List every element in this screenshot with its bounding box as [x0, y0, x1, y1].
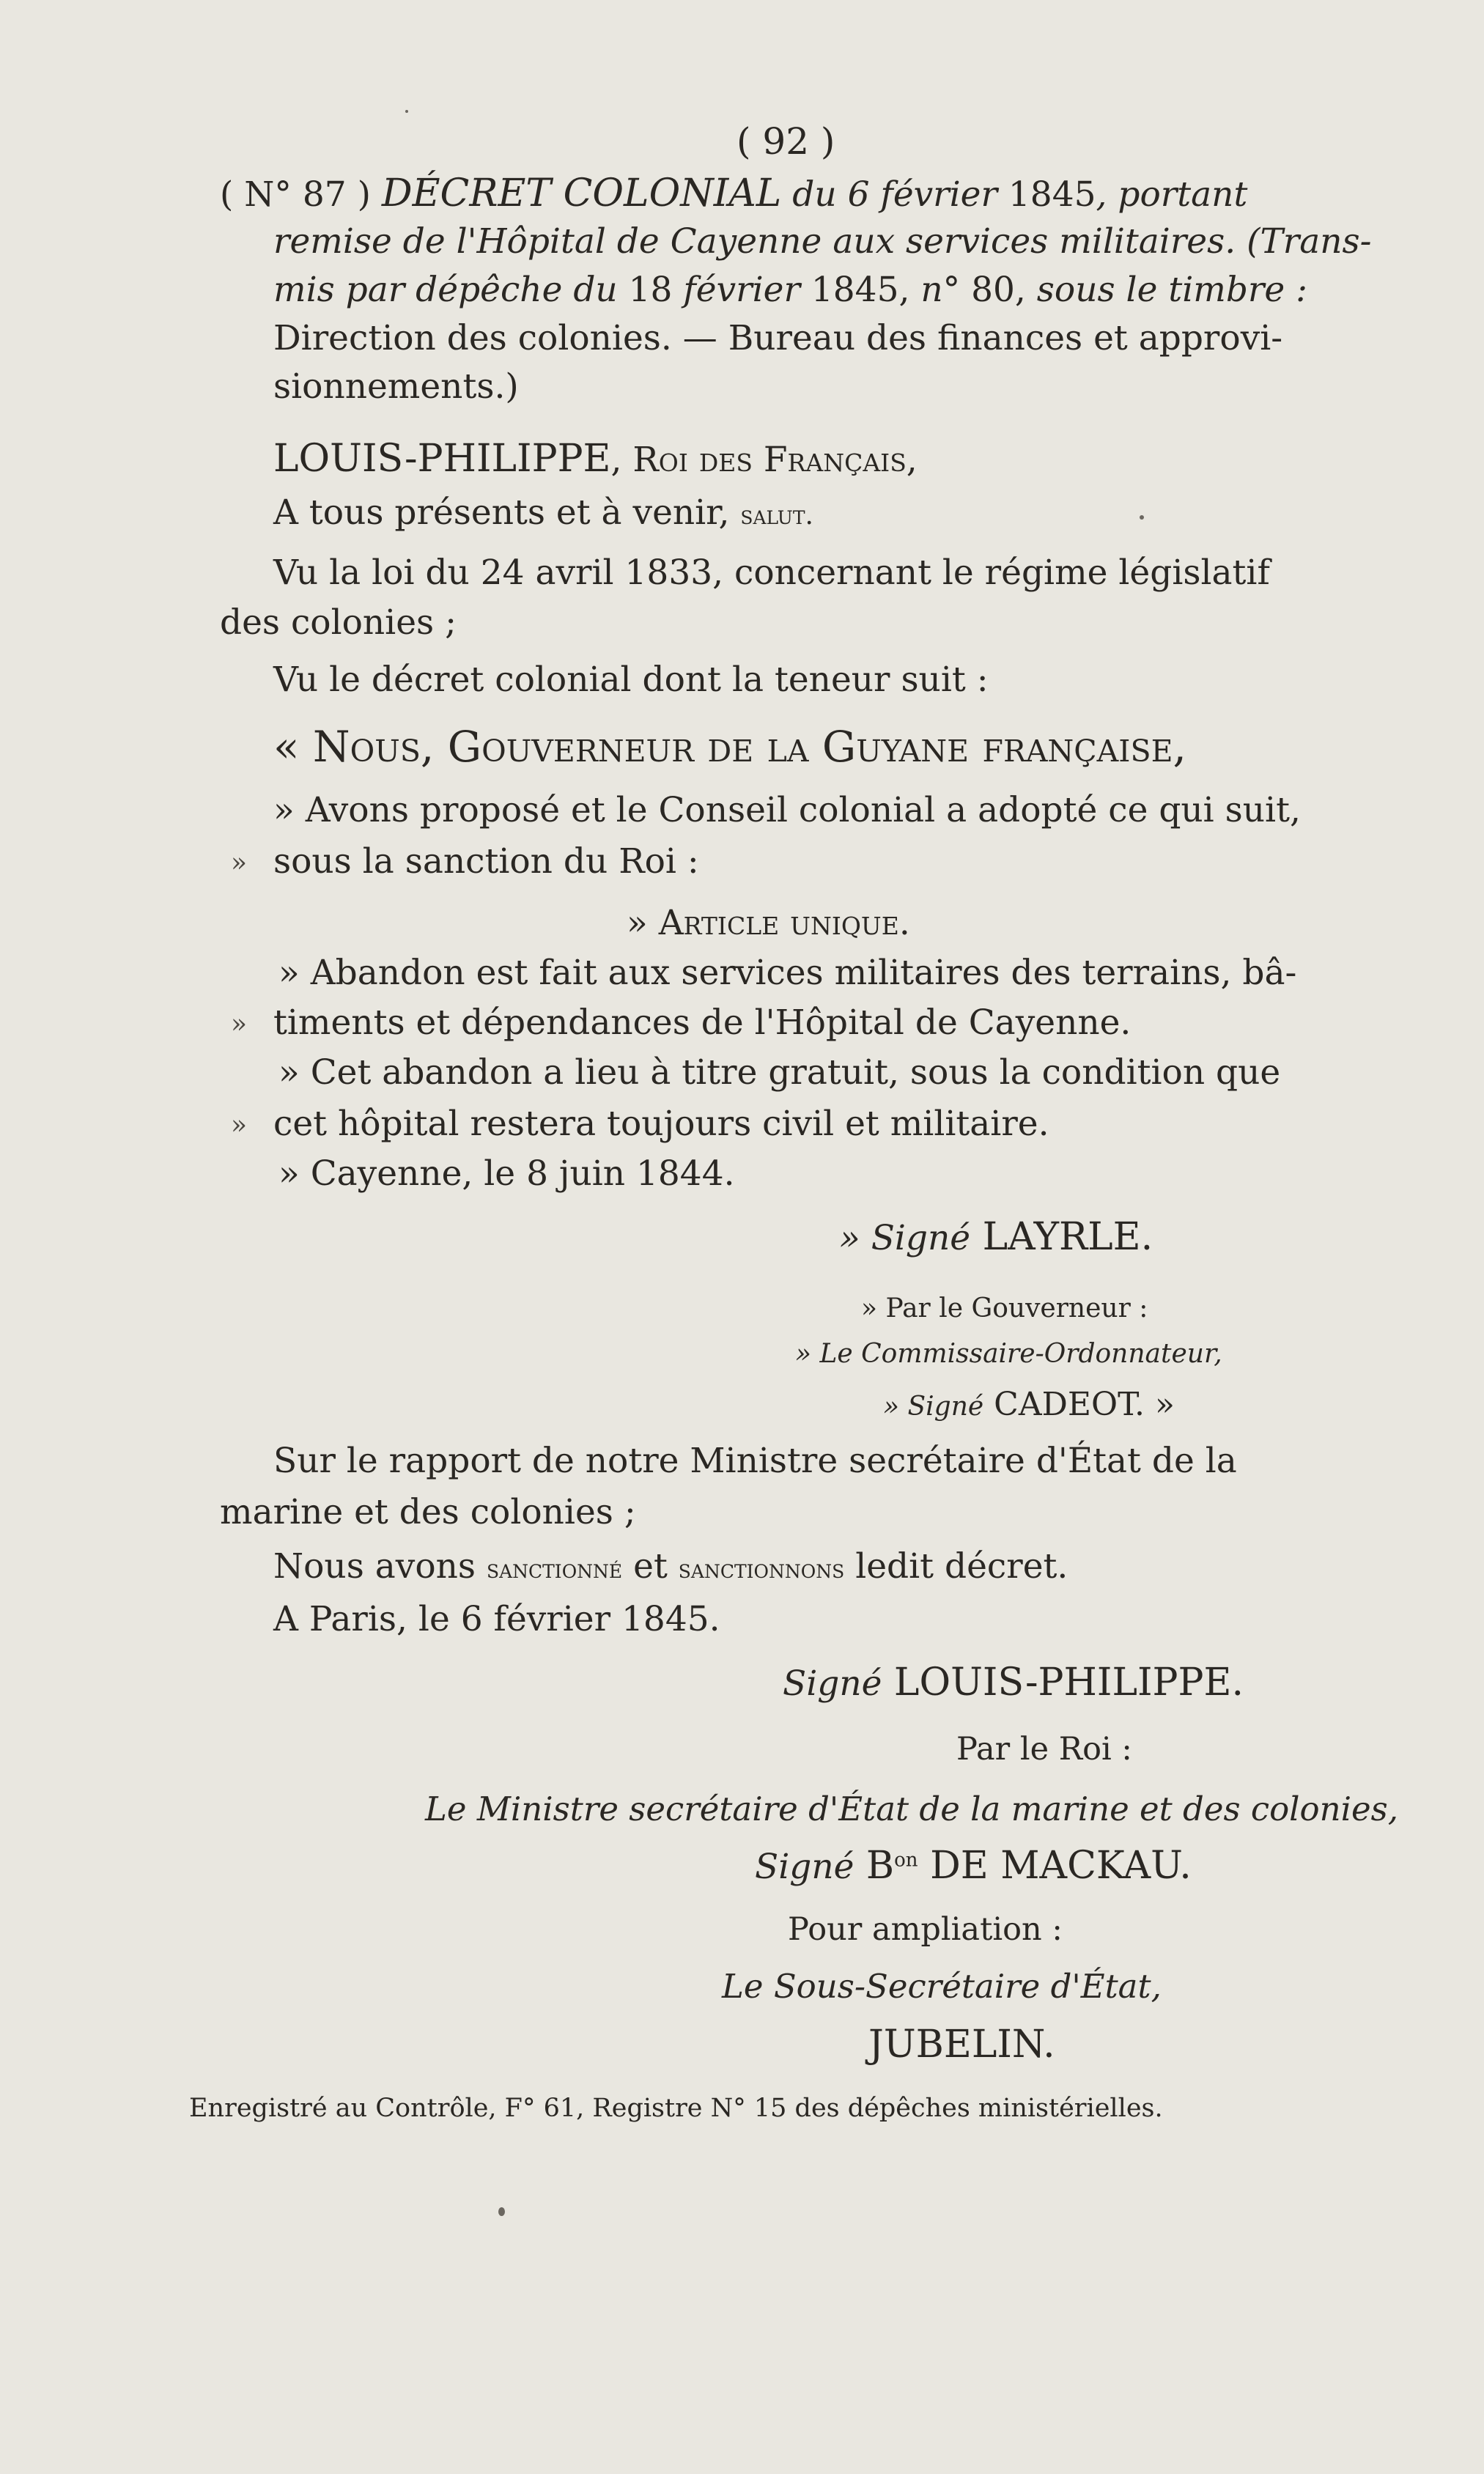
decree-p3-line-2: cet hôpital restera toujours civil et militaire.: [273, 1104, 1049, 1144]
baron-abbr: B: [854, 1844, 895, 1888]
sanction-word: sanctionnons: [678, 1554, 845, 1584]
signature-king: [783, 1661, 1244, 1705]
heading-timbre: sous le timbre :: [1036, 270, 1307, 310]
sanction-word: sanctionné: [486, 1554, 623, 1584]
decree-p2-line-2: timents et dépendances de l'Hôpital de Cayenne.: [273, 1002, 1132, 1043]
quote-mark: »: [231, 848, 248, 878]
sanction-text: Nous avons: [273, 1546, 487, 1587]
heading-transmis: mis par dépêche du: [273, 270, 629, 310]
footer-registration: Enregistré au Contrôle, F° 61, Registre N° 15 des dépêches ministérielles.: [189, 2094, 1163, 2123]
par-le-gouverneur: » Par le Gouverneur :: [861, 1293, 1148, 1323]
decree-signature-layrle: [839, 1215, 1153, 1259]
signer-name: DE MACKAU.: [918, 1844, 1192, 1888]
quote-mark: »: [231, 1110, 248, 1140]
decree-date-text: du 6 février: [781, 174, 1008, 215]
signer-name: LAYRLE.: [970, 1215, 1153, 1259]
signe-label: » Signé: [883, 1392, 984, 1422]
king-title: [273, 437, 918, 481]
signe-label: Signé: [783, 1664, 882, 1704]
decree-year: 1845: [1008, 174, 1096, 215]
ink-speck: [405, 110, 408, 113]
decree-heading-line-2: remise de l'Hôpital de Cayenne aux services militaires. (Trans-: [273, 221, 1372, 262]
salutation: [273, 492, 813, 533]
signature-jubelin: JUBELIN.: [868, 2023, 1055, 2067]
heading-no: n°: [920, 270, 961, 310]
ministre-title: Le Ministre secrétaire d'État de la marine et des colonies,: [425, 1790, 1399, 1828]
decree-heading-line-4: Direction des colonies. — Bureau des finances et approvi-: [273, 318, 1283, 358]
decree-title: DÉCRET COLONIAL: [381, 171, 782, 215]
vu-loi-line-2: des colonies ;: [220, 602, 457, 643]
decree-p3-line-1: » Cet abandon a lieu à titre gratuit, sous la condition que: [278, 1052, 1281, 1093]
salutation-salut: salut.: [740, 501, 813, 531]
decree-heading-line-3: [273, 270, 1307, 310]
nous-gouverneur: « Nous, Gouverneur de la Guyane française,: [273, 722, 1186, 772]
par-le-roi: Par le Roi :: [956, 1731, 1132, 1768]
paris-date: A Paris, le 6 février 1845.: [273, 1599, 720, 1639]
signe-label: » Signé: [839, 1218, 971, 1258]
salutation-text: A tous présents et à venir,: [273, 492, 741, 533]
rapport-line-1: Sur le rapport de notre Ministre secrétaire d'État de la: [273, 1441, 1237, 1481]
decree-place-date: » Cayenne, le 8 juin 1844.: [278, 1153, 735, 1194]
vu-decret: Vu le décret colonial dont la teneur suit :: [273, 660, 989, 700]
decree-heading-line-5: sionnements.): [273, 366, 519, 407]
signer-name: CADEOT. »: [983, 1386, 1175, 1423]
decree-heading-line-1: [220, 171, 1248, 215]
signature-mackau: [755, 1844, 1192, 1888]
sanction-et: et: [622, 1546, 679, 1587]
decree-p1-line-2: sous la sanction du Roi :: [273, 841, 699, 882]
heading-month: février: [672, 270, 811, 310]
commissaire-ordonnateur: » Le Commissaire-Ordonnateur,: [795, 1339, 1222, 1369]
sanction-line: [273, 1546, 1068, 1587]
decree-portant: , portant: [1096, 174, 1248, 215]
heading-day: 18: [628, 270, 673, 310]
signer-name: LOUIS-PHILIPPE.: [882, 1661, 1244, 1705]
baron-sup: on: [894, 1849, 918, 1872]
sanction-end: ledit décret.: [844, 1546, 1068, 1587]
rapport-line-2: marine et des colonies ;: [220, 1492, 636, 1532]
heading-number: 80,: [960, 270, 1037, 310]
signe-label: Signé: [755, 1847, 854, 1887]
quote-mark: »: [231, 1009, 248, 1039]
decree-p1-line-1: » Avons proposé et le Conseil colonial a adopté ce qui suit,: [273, 790, 1301, 830]
vu-loi-line-1: Vu la loi du 24 avril 1833, concernant le régime législatif: [273, 553, 1270, 593]
page-number: ( 92 ): [737, 120, 835, 163]
ink-speck: [1140, 515, 1144, 520]
king-style: , Roi des Français,: [610, 440, 918, 480]
decree-nous: [273, 722, 1186, 772]
pour-ampliation: Pour ampliation :: [788, 1911, 1063, 1948]
decree-p2-line-1: » Abandon est fait aux services militaires des terrains, bâ-: [278, 953, 1297, 993]
heading-year: 1845,: [811, 270, 921, 310]
ink-speck: [498, 2207, 505, 2216]
king-name: LOUIS-PHILIPPE: [273, 437, 611, 481]
sous-secretaire: Le Sous-Secrétaire d'État,: [722, 1967, 1162, 2006]
decree-signature-cadeot: [883, 1386, 1175, 1421]
decree-number: ( N° 87 ): [220, 174, 382, 215]
article-unique: » Article unique.: [627, 903, 910, 943]
